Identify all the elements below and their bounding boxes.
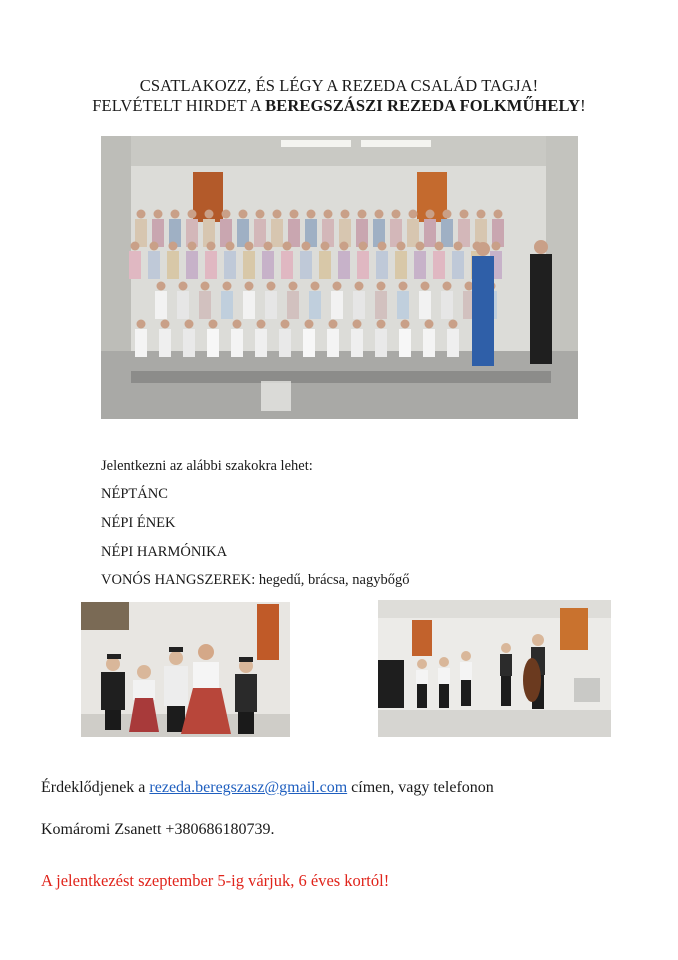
- poster-title: CSATLAKOZZ, ÉS LÉGY A REZEDA CSALÁD TAGJA!: [139, 76, 539, 95]
- contact-line: [41, 778, 494, 798]
- course-item: VONÓS HANGSZEREK: hegedű, brácsa, nagybőgő: [101, 572, 410, 588]
- subtitle-suffix: !: [580, 96, 586, 115]
- contact-person: Komáromi Zsanett +380686180739.: [41, 821, 275, 838]
- contact-prefix: Érdeklődjenek a: [41, 779, 150, 796]
- group-photo: [101, 136, 578, 419]
- contact-suffix: címen, vagy telefonon: [347, 779, 494, 796]
- email-link[interactable]: rezeda.beregszasz@gmail.com: [149, 779, 348, 796]
- poster-subtitle: [0, 96, 678, 116]
- course-item: NÉPI HARMÓNIKA: [101, 544, 228, 560]
- subtitle-prefix: FELVÉTELT HIRDET A: [92, 96, 266, 115]
- course-item: NÉPI ÉNEK: [101, 515, 176, 531]
- musicians-photo: [378, 600, 611, 737]
- subtitle-organization: BEREGSZÁSZI REZEDA FOLKMŰHELY: [265, 96, 581, 115]
- deadline-notice: A jelentkezést szeptember 5-ig várjuk, 6 éves kortól!: [41, 871, 390, 890]
- courses-intro: Jelentkezni az alábbi szakokra lehet:: [101, 458, 313, 474]
- dancers-photo: [81, 602, 290, 737]
- course-item: NÉPTÁNC: [101, 486, 168, 502]
